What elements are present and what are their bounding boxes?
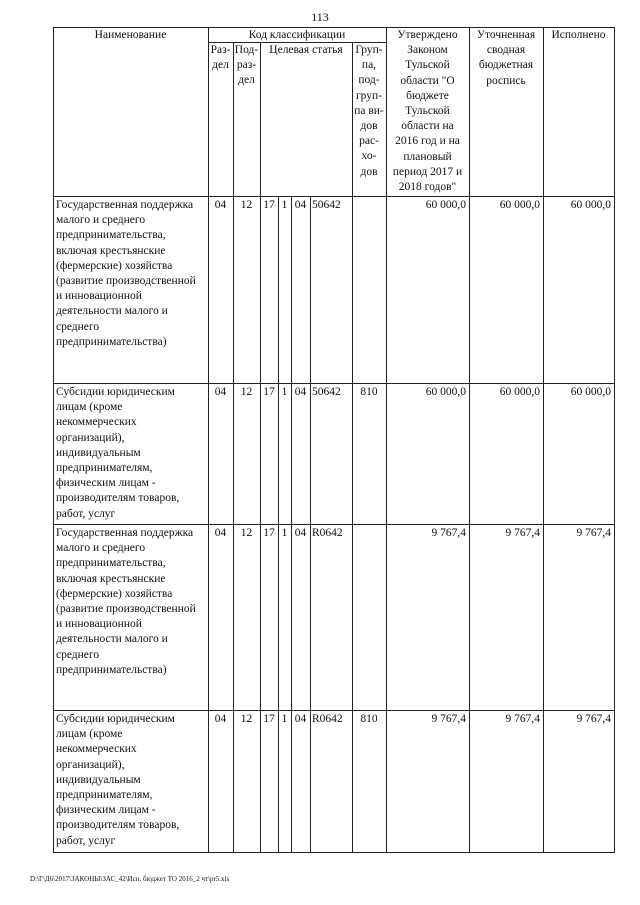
row-2-name: Субсидии юридическим лицам (кроме некоммерческих организаций), индивидуальным предпринимателям, физическим лицам - производителям товаров, работ, услуг	[56, 386, 180, 520]
row-4-approved: 9 767,4	[431, 713, 466, 725]
row-1-executed: 60 000,0	[570, 199, 611, 211]
header-target-article: Целевая статья	[269, 44, 343, 56]
row-1-ts-subprogram: 1	[281, 199, 288, 211]
grid-line	[53, 524, 614, 525]
row-1-ts-event: 04	[294, 199, 307, 211]
row-3-ts-event: 04	[294, 527, 307, 539]
row-2-ts-direction: 50642	[312, 386, 341, 398]
header-name: Наименование	[94, 29, 167, 41]
row-3-podrazdel: 12	[240, 527, 253, 539]
grid-line	[53, 710, 614, 711]
row-3-approved: 9 767,4	[431, 527, 466, 539]
row-4-expense-group: 810	[360, 713, 378, 725]
header-code-group: Код классификации	[248, 29, 346, 41]
row-4-refined: 9 767,4	[505, 713, 540, 725]
row-4-ts-program: 17	[263, 713, 275, 725]
row-4-ts-event: 04	[294, 713, 307, 725]
row-3-ts-program: 17	[263, 527, 275, 539]
grid-line	[278, 196, 279, 853]
grid-line	[53, 383, 614, 384]
row-4-name: Субсидии юридическим лицам (кроме некоммерческих организаций), индивидуальным предпринимателям, физическим лицам - производителям товаров, работ, услуг	[56, 713, 180, 847]
header-approved: Утверждено Законом Тульской области "О бюджете Тульской области на 2016 год и на плановый период 2017 и 2018 годов"	[392, 29, 463, 194]
header-podrazdel: Под- раз- дел	[234, 44, 259, 87]
header-razdel: Раз- дел	[210, 44, 231, 72]
row-2-refined: 60 000,0	[499, 386, 540, 398]
row-1-name: Государственная поддержка малого и среднего предпринимательства, включая крестьянские (фермерские) хозяйства (развитие производственной и инновационной деятельности малого и среднего предпринимательства)	[56, 199, 196, 348]
row-2-approved: 60 000,0	[425, 386, 466, 398]
row-3-executed: 9 767,4	[576, 527, 611, 539]
grid-line	[614, 27, 615, 853]
grid-line	[291, 196, 292, 853]
row-1-refined: 60 000,0	[499, 199, 540, 211]
row-3-refined: 9 767,4	[505, 527, 540, 539]
header-expense-group: Груп- па, под- груп- па ви- дов рас- хо- дов	[354, 44, 384, 178]
grid-line	[260, 42, 261, 853]
row-3-ts-subprogram: 1	[281, 527, 288, 539]
row-2-executed: 60 000,0	[570, 386, 611, 398]
row-1-ts-program: 17	[263, 199, 275, 211]
header-refined: Уточненная сводная бюджетная роспись	[476, 29, 536, 87]
row-3-name: Государственная поддержка малого и среднего предпринимательства, включая крестьянские (фермерские) хозяйства (развитие производственной и инновационной деятельности малого и среднего предпринимательства)	[56, 527, 196, 676]
row-2-ts-program: 17	[263, 386, 275, 398]
grid-line	[310, 196, 311, 853]
row-4-razdel: 04	[214, 713, 227, 725]
row-2-ts-event: 04	[294, 386, 307, 398]
row-1-razdel: 04	[214, 199, 227, 211]
row-4-ts-subprogram: 1	[281, 713, 288, 725]
row-2-podrazdel: 12	[240, 386, 253, 398]
row-1-ts-direction: 50642	[312, 199, 341, 211]
grid-line	[53, 27, 54, 853]
grid-line	[233, 42, 234, 853]
grid-line	[53, 196, 614, 197]
grid-line	[53, 852, 614, 853]
row-3-razdel: 04	[214, 527, 227, 539]
row-4-executed: 9 767,4	[576, 713, 611, 725]
row-3-ts-direction: R0642	[312, 527, 343, 539]
page-number: 113	[311, 10, 329, 24]
grid-line	[543, 27, 544, 853]
row-2-expense-group: 810	[360, 386, 378, 398]
grid-line	[208, 27, 209, 853]
row-2-ts-subprogram: 1	[281, 386, 288, 398]
row-4-ts-direction: R0642	[312, 713, 343, 725]
file-path-footer: D:\Г\Д6\2017\ЗАКОНЫ\ЗАС_42\Исп. бюджет ТО 2016_2 чт\pr5.xls	[30, 875, 230, 883]
row-1-podrazdel: 12	[240, 199, 253, 211]
row-2-razdel: 04	[214, 386, 227, 398]
row-1-approved: 60 000,0	[425, 199, 466, 211]
row-4-podrazdel: 12	[240, 713, 253, 725]
grid-line	[469, 27, 470, 853]
header-executed: Исполнено	[551, 29, 606, 41]
